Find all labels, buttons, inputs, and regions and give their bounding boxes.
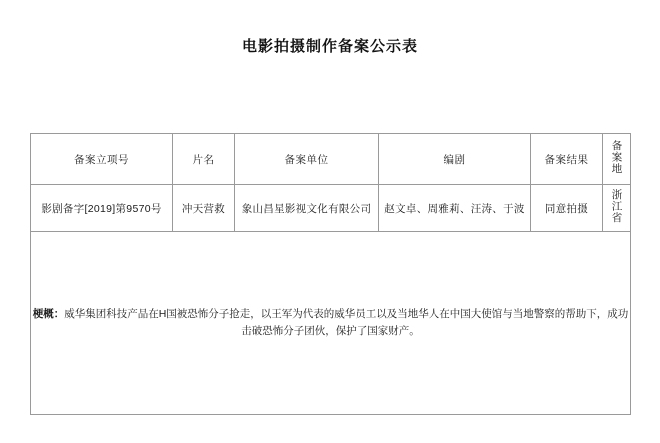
header-filing-region xyxy=(603,134,631,185)
page-title: 电影拍摄制作备案公示表 xyxy=(241,38,418,55)
document-page xyxy=(0,35,660,443)
cell-filing-result: 同意拍摄 xyxy=(531,185,603,232)
filing-table xyxy=(30,133,631,415)
header-filing-number: 备案立项号 xyxy=(31,134,173,185)
filing-table-container xyxy=(30,133,630,415)
synopsis-label: 梗概： xyxy=(32,307,65,320)
cell-film-title: 冲天营救 xyxy=(173,185,235,232)
header-screenwriter: 编剧 xyxy=(379,134,531,185)
cell-screenwriter: 赵文卓、周雅莉、汪涛、于波 xyxy=(379,185,531,232)
table-row xyxy=(31,185,631,232)
header-filing-unit: 备案单位 xyxy=(235,134,379,185)
synopsis-cell xyxy=(31,232,631,415)
header-filing-result: 备案结果 xyxy=(531,134,603,185)
header-filing-region-label: 备案地 xyxy=(610,140,623,175)
cell-filing-unit: 象山昌星影视文化有限公司 xyxy=(235,185,379,232)
cell-filing-number: 影剧备字[2019]第9570号 xyxy=(31,185,173,232)
cell-filing-region xyxy=(603,185,631,232)
synopsis-text: 威华集团科技产品在H国被恐怖分子抢走，以王军为代表的威华员工以及当地华人在中国大使馆与当地警察的帮助下，成功击破恐怖分子团伙，保护了国家财产。 xyxy=(64,307,629,337)
cell-filing-region-value: 浙江省 xyxy=(610,189,623,224)
synopsis-row xyxy=(31,232,631,415)
header-film-title: 片名 xyxy=(173,134,235,185)
table-header-row xyxy=(31,134,631,185)
